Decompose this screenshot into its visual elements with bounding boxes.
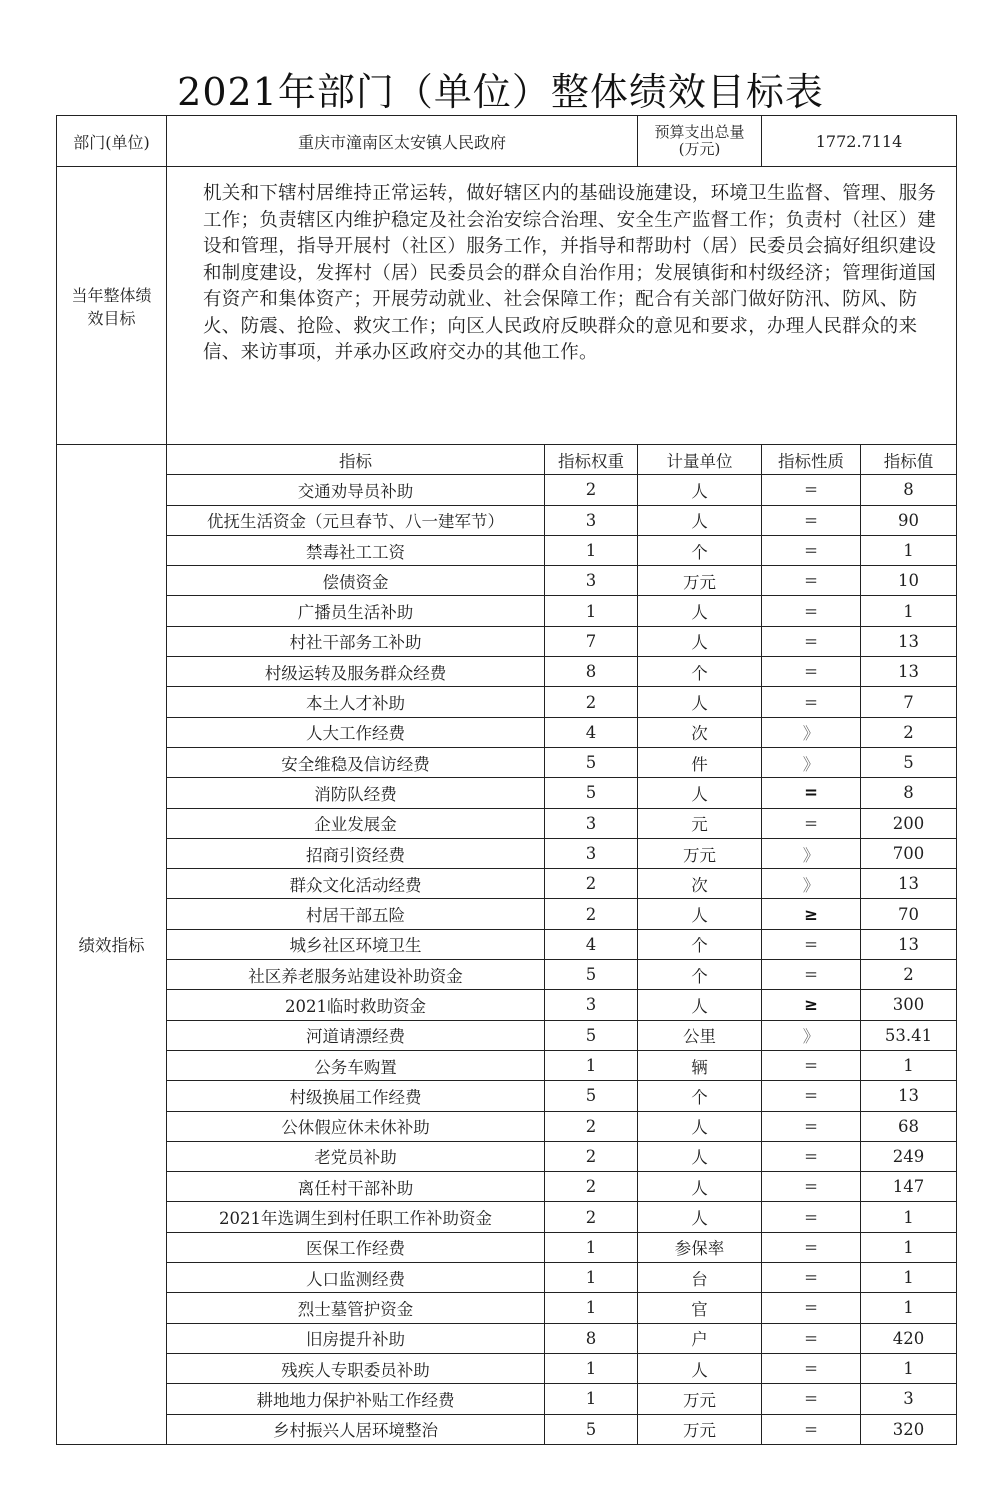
table-row (57, 1020, 957, 1050)
indicator-unit: 万元 (638, 1384, 762, 1414)
indicator-weight: 4 (545, 717, 638, 747)
indicator-value: 10 (861, 566, 957, 596)
table-row (57, 808, 957, 838)
indicator-name: 城乡社区环境卫生 (167, 929, 545, 959)
indicator-weight: 2 (545, 1202, 638, 1232)
indicator-name: 禁毒社工工资 (167, 535, 545, 565)
indicator-name: 村居干部五险 (167, 899, 545, 929)
indicator-weight: 8 (545, 1323, 638, 1353)
table-row (57, 626, 957, 656)
indicator-nature: = (762, 1202, 861, 1232)
indicator-nature: = (762, 1323, 861, 1353)
indicator-value: 249 (861, 1141, 957, 1171)
indicator-value: 8 (861, 475, 957, 505)
indicator-name: 本土人才补助 (167, 687, 545, 717)
indicator-name: 村级运转及服务群众经费 (167, 657, 545, 687)
indicator-weight: 2 (545, 869, 638, 899)
indicator-name: 村社干部务工补助 (167, 626, 545, 656)
indicator-value: 8 (861, 778, 957, 808)
table-row (57, 1414, 957, 1444)
indicator-name: 耕地地力保护补贴工作经费 (167, 1384, 545, 1414)
indicator-value: 1 (861, 1232, 957, 1262)
indicator-value: 53.41 (861, 1020, 957, 1050)
indicator-value: 1 (861, 1353, 957, 1383)
indicator-name: 人大工作经费 (167, 717, 545, 747)
indicator-value: 1 (861, 596, 957, 626)
column-header-value: 指标值 (861, 445, 957, 475)
table-row (57, 1081, 957, 1111)
indicator-unit: 个 (638, 657, 762, 687)
indicator-value: 700 (861, 838, 957, 868)
indicator-weight: 1 (545, 1263, 638, 1293)
table-row (57, 1111, 957, 1141)
budget-label (638, 116, 762, 167)
indicator-name: 2021临时救助资金 (167, 990, 545, 1020)
indicator-unit: 万元 (638, 1414, 762, 1444)
page-title: 2021年部门（单位）整体绩效目标表 (177, 70, 824, 114)
indicator-section-label: 绩效指标 (57, 445, 167, 1445)
indicator-unit: 台 (638, 1263, 762, 1293)
indicator-nature: 》 (762, 747, 861, 777)
indicator-nature: = (762, 596, 861, 626)
indicator-unit: 万元 (638, 566, 762, 596)
indicator-weight: 5 (545, 960, 638, 990)
indicator-value: 1 (861, 535, 957, 565)
table-row (57, 535, 957, 565)
indicator-nature: = (762, 1414, 861, 1444)
indicator-nature: 》 (762, 869, 861, 899)
indicator-value: 70 (861, 899, 957, 929)
budget-label-line1: 预算支出总量 (654, 123, 745, 141)
indicator-value: 3 (861, 1384, 957, 1414)
indicator-value: 2 (861, 717, 957, 747)
indicator-weight: 7 (545, 626, 638, 656)
indicator-value: 300 (861, 990, 957, 1020)
goal-label-line1: 当年整体绩 (71, 285, 152, 305)
indicator-nature: = (762, 1111, 861, 1141)
indicator-value: 5 (861, 747, 957, 777)
indicator-value: 13 (861, 626, 957, 656)
indicator-weight: 2 (545, 1111, 638, 1141)
table-row (57, 1263, 957, 1293)
column-header-indicator: 指标 (167, 445, 545, 475)
table-row (57, 1141, 957, 1171)
table-row (57, 838, 957, 868)
goal-label-line2: 效目标 (87, 308, 136, 328)
indicator-value: 13 (861, 657, 957, 687)
indicator-name: 招商引资经费 (167, 838, 545, 868)
indicator-unit: 个 (638, 929, 762, 959)
indicator-unit: 参保率 (638, 1232, 762, 1262)
indicator-unit: 人 (638, 1172, 762, 1202)
indicator-name: 老党员补助 (167, 1141, 545, 1171)
indicator-nature: = (762, 1081, 861, 1111)
indicator-value: 200 (861, 808, 957, 838)
indicator-value: 1 (861, 1202, 957, 1232)
indicator-weight: 3 (545, 566, 638, 596)
table-row (57, 566, 957, 596)
indicator-nature: ≥ (762, 990, 861, 1020)
indicator-unit: 官 (638, 1293, 762, 1323)
indicator-weight: 3 (545, 990, 638, 1020)
indicator-weight: 5 (545, 778, 638, 808)
table-row (57, 1353, 957, 1383)
indicator-unit: 个 (638, 1081, 762, 1111)
indicator-name: 偿债资金 (167, 566, 545, 596)
table-row (57, 899, 957, 929)
indicator-unit: 次 (638, 717, 762, 747)
indicator-nature: = (762, 1353, 861, 1383)
column-header-unit: 计量单位 (638, 445, 762, 475)
column-header-nature: 指标性质 (762, 445, 861, 475)
indicator-nature: ≥ (762, 899, 861, 929)
indicator-nature: = (762, 1232, 861, 1262)
indicator-nature: 》 (762, 1020, 861, 1050)
indicator-weight: 2 (545, 1141, 638, 1171)
indicator-unit: 人 (638, 596, 762, 626)
indicator-weight: 2 (545, 687, 638, 717)
indicator-unit: 人 (638, 1111, 762, 1141)
indicator-weight: 2 (545, 475, 638, 505)
table-row (57, 1232, 957, 1262)
indicator-name: 公务车购置 (167, 1050, 545, 1080)
indicator-weight: 1 (545, 1384, 638, 1414)
indicator-weight: 4 (545, 929, 638, 959)
indicator-weight: 2 (545, 899, 638, 929)
table-row (57, 1202, 957, 1232)
indicator-name: 交通劝导员补助 (167, 475, 545, 505)
indicator-name: 广播员生活补助 (167, 596, 545, 626)
indicator-value: 2 (861, 960, 957, 990)
goal-label (57, 167, 167, 445)
indicator-weight: 5 (545, 1414, 638, 1444)
indicator-value: 90 (861, 505, 957, 535)
table-row (57, 929, 957, 959)
indicator-name: 医保工作经费 (167, 1232, 545, 1262)
table-row (57, 869, 957, 899)
goal-row (57, 167, 957, 445)
indicator-value: 420 (861, 1323, 957, 1353)
indicator-unit: 次 (638, 869, 762, 899)
table-row (57, 990, 957, 1020)
table-row (57, 778, 957, 808)
indicator-nature: = (762, 626, 861, 656)
indicator-unit: 人 (638, 1202, 762, 1232)
indicator-nature: = (762, 475, 861, 505)
indicator-weight: 1 (545, 1293, 638, 1323)
indicator-weight: 8 (545, 657, 638, 687)
indicator-nature: = (762, 1141, 861, 1171)
indicator-unit: 辆 (638, 1050, 762, 1080)
indicator-name: 烈士墓管护资金 (167, 1293, 545, 1323)
indicator-name: 优抚生活资金（元旦春节、八一建军节） (167, 505, 545, 535)
budget-label-line2: (万元) (678, 140, 721, 158)
table-row (57, 960, 957, 990)
table-row (57, 1384, 957, 1414)
indicator-weight: 5 (545, 1081, 638, 1111)
indicator-weight: 1 (545, 1050, 638, 1080)
indicator-unit: 人 (638, 475, 762, 505)
indicator-name: 2021年选调生到村任职工作补助资金 (167, 1202, 545, 1232)
indicator-name: 河道请漂经费 (167, 1020, 545, 1050)
budget-value: 1772.7114 (762, 116, 957, 167)
table-row (57, 717, 957, 747)
indicator-nature: = (762, 1050, 861, 1080)
indicator-name: 企业发展金 (167, 808, 545, 838)
indicator-unit: 万元 (638, 838, 762, 868)
indicator-nature: 》 (762, 838, 861, 868)
department-row (57, 116, 957, 167)
indicator-nature: = (762, 687, 861, 717)
indicator-value: 13 (861, 1081, 957, 1111)
indicator-unit: 人 (638, 990, 762, 1020)
indicator-name: 公休假应休未休补助 (167, 1111, 545, 1141)
table-row (57, 1293, 957, 1323)
indicator-name: 消防队经费 (167, 778, 545, 808)
indicator-name: 人口监测经费 (167, 1263, 545, 1293)
indicator-nature: 》 (762, 717, 861, 747)
indicator-unit: 人 (638, 505, 762, 535)
indicator-nature: = (762, 929, 861, 959)
table-row (57, 596, 957, 626)
performance-target-table (56, 115, 957, 1445)
indicator-unit: 件 (638, 747, 762, 777)
indicator-unit: 人 (638, 1141, 762, 1171)
indicator-nature: = (762, 566, 861, 596)
table-row (57, 687, 957, 717)
indicator-weight: 1 (545, 596, 638, 626)
indicator-value: 320 (861, 1414, 957, 1444)
indicator-unit: 户 (638, 1323, 762, 1353)
indicator-unit: 元 (638, 808, 762, 838)
indicator-name: 安全维稳及信访经费 (167, 747, 545, 777)
indicator-weight: 3 (545, 838, 638, 868)
indicator-value: 68 (861, 1111, 957, 1141)
indicator-nature: = (762, 505, 861, 535)
indicator-unit: 公里 (638, 1020, 762, 1050)
indicator-unit: 人 (638, 687, 762, 717)
indicator-nature: = (762, 1172, 861, 1202)
indicator-weight: 5 (545, 747, 638, 777)
indicator-value: 7 (861, 687, 957, 717)
dept-label: 部门(单位) (57, 116, 167, 167)
table-row (57, 475, 957, 505)
indicator-unit: 人 (638, 778, 762, 808)
indicator-name: 残疾人专职委员补助 (167, 1353, 545, 1383)
indicator-weight: 2 (545, 1172, 638, 1202)
dept-value: 重庆市潼南区太安镇人民政府 (167, 116, 638, 167)
indicator-unit: 个 (638, 535, 762, 565)
indicator-value: 1 (861, 1050, 957, 1080)
indicator-nature: = (762, 960, 861, 990)
indicator-name: 离任村干部补助 (167, 1172, 545, 1202)
table-row (57, 1172, 957, 1202)
table-row (57, 657, 957, 687)
indicator-value: 13 (861, 929, 957, 959)
indicator-name: 社区养老服务站建设补助资金 (167, 960, 545, 990)
indicator-value: 1 (861, 1263, 957, 1293)
indicator-nature: = (762, 1293, 861, 1323)
indicator-name: 群众文化活动经费 (167, 869, 545, 899)
table-row (57, 747, 957, 777)
indicator-value: 147 (861, 1172, 957, 1202)
indicator-nature: = (762, 535, 861, 565)
indicator-unit: 人 (638, 1353, 762, 1383)
indicator-nature: = (762, 657, 861, 687)
indicator-nature: = (762, 778, 861, 808)
indicator-nature: = (762, 1384, 861, 1414)
indicator-name: 旧房提升补助 (167, 1323, 545, 1353)
indicator-weight: 1 (545, 535, 638, 565)
indicator-weight: 1 (545, 1232, 638, 1262)
goal-text: 机关和下辖村居维持正常运转，做好辖区内的基础设施建设，环境卫生监督、管理、服务工作；负责辖区内维护稳定及社会治安综合治理、安全生产监督工作；负责村（社区）建设和管理，指导开展村（社区）服务工作，并指导和帮助村（居）民委员会搞好组织建设和制度建设，发挥村（居）民委员会的群众自治作用；发展镇街和村级经济；管理街道国有资产和集体资产；开展劳动就业、社会保障工作；配合有关部门做好防汛、防风、防火、防震、抢险、救灾工作；向区人民政府反映群众的意见和要求，办理人民群众的来信、来访事项，并承办区政府交办的其他工作。 (167, 167, 957, 445)
indicator-weight: 3 (545, 505, 638, 535)
indicator-weight: 5 (545, 1020, 638, 1050)
indicator-unit: 人 (638, 899, 762, 929)
indicator-nature: = (762, 808, 861, 838)
indicator-unit: 人 (638, 626, 762, 656)
column-header-weight: 指标权重 (545, 445, 638, 475)
indicator-value: 1 (861, 1293, 957, 1323)
indicator-nature: = (762, 1263, 861, 1293)
indicator-header-row (57, 445, 957, 475)
table-row (57, 505, 957, 535)
table-row (57, 1323, 957, 1353)
indicator-weight: 3 (545, 808, 638, 838)
indicator-value: 13 (861, 869, 957, 899)
indicator-name: 乡村振兴人居环境整治 (167, 1414, 545, 1444)
indicator-unit: 个 (638, 960, 762, 990)
indicator-weight: 1 (545, 1353, 638, 1383)
indicator-name: 村级换届工作经费 (167, 1081, 545, 1111)
table-row (57, 1050, 957, 1080)
